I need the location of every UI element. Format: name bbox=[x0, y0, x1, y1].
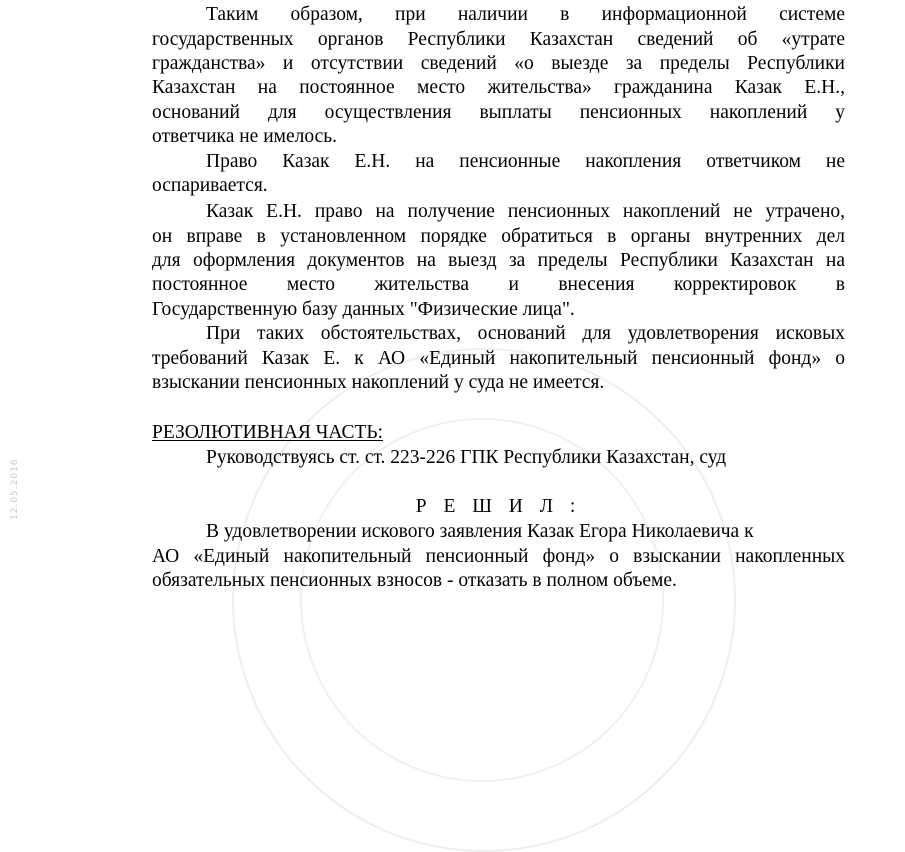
guided-by-line: Руководствуясь ст. ст. 223-226 ГПК Республики Казахстан, суд bbox=[206, 447, 727, 468]
paragraph-1-line-6: ответчика не имелось. bbox=[152, 126, 338, 147]
paragraph-3-line-1: Казак Е.Н. право на получение пенсионных накоплений не утрачено, bbox=[206, 201, 845, 222]
paragraph-3-line-2: он вправе в установленном порядке обратиться в органы внутренних дел bbox=[152, 226, 845, 247]
paragraph-1-line-5: оснований для осуществления выплаты пенсионных накоплений у bbox=[152, 102, 845, 123]
paragraph-1-line-1: Таким образом, при наличии в информационной системе bbox=[206, 4, 845, 25]
side-date-mark: 12.05.2016 bbox=[10, 458, 20, 520]
stamp-inner-ring bbox=[300, 418, 664, 782]
paragraph-3-line-5: Государственную базу данных "Физические лица". bbox=[152, 299, 575, 320]
decision-line-3: обязательных пенсионных взносов - отказать в полном объеме. bbox=[152, 570, 677, 591]
resolutive-heading: РЕЗОЛЮТИВНАЯ ЧАСТЬ: bbox=[152, 422, 384, 443]
paragraph-1-line-3: гражданства» и отсутствии сведений «о выезде за пределы Республики bbox=[152, 53, 845, 74]
paragraph-3-line-4: постоянное место жительства и внесения корректировок в bbox=[152, 274, 845, 295]
paragraph-1-line-4: Казахстан на постоянное место жительства» гражданина Казак Е.Н., bbox=[152, 77, 845, 98]
decision-line-1: В удовлетворении искового заявления Казак Егора Николаевича к bbox=[206, 521, 754, 542]
paragraph-4-line-3: взыскании пенсионных накоплений у суда не имеется. bbox=[152, 372, 605, 393]
paragraph-4-line-2: требований Казак Е. к АО «Единый накопительный пенсионный фонд» о bbox=[152, 348, 845, 369]
decided-heading: Р Е Ш И Л : bbox=[415, 496, 582, 517]
paragraph-2-line-2: оспаривается. bbox=[152, 175, 268, 196]
paragraph-2-line-1: Право Казак Е.Н. на пенсионные накопления ответчиком не bbox=[206, 151, 845, 172]
paragraph-4-line-1: При таких обстоятельствах, оснований для удовлетворения исковых bbox=[206, 323, 845, 344]
decision-line-2: АО «Единый накопительный пенсионный фонд» о взыскании накопленных bbox=[152, 546, 845, 567]
paragraph-1-line-2: государственных органов Республики Казахстан сведений об «утрате bbox=[152, 29, 845, 50]
paragraph-3-line-3: для оформления документов на выезд за пределы Республики Казахстан на bbox=[152, 250, 845, 271]
